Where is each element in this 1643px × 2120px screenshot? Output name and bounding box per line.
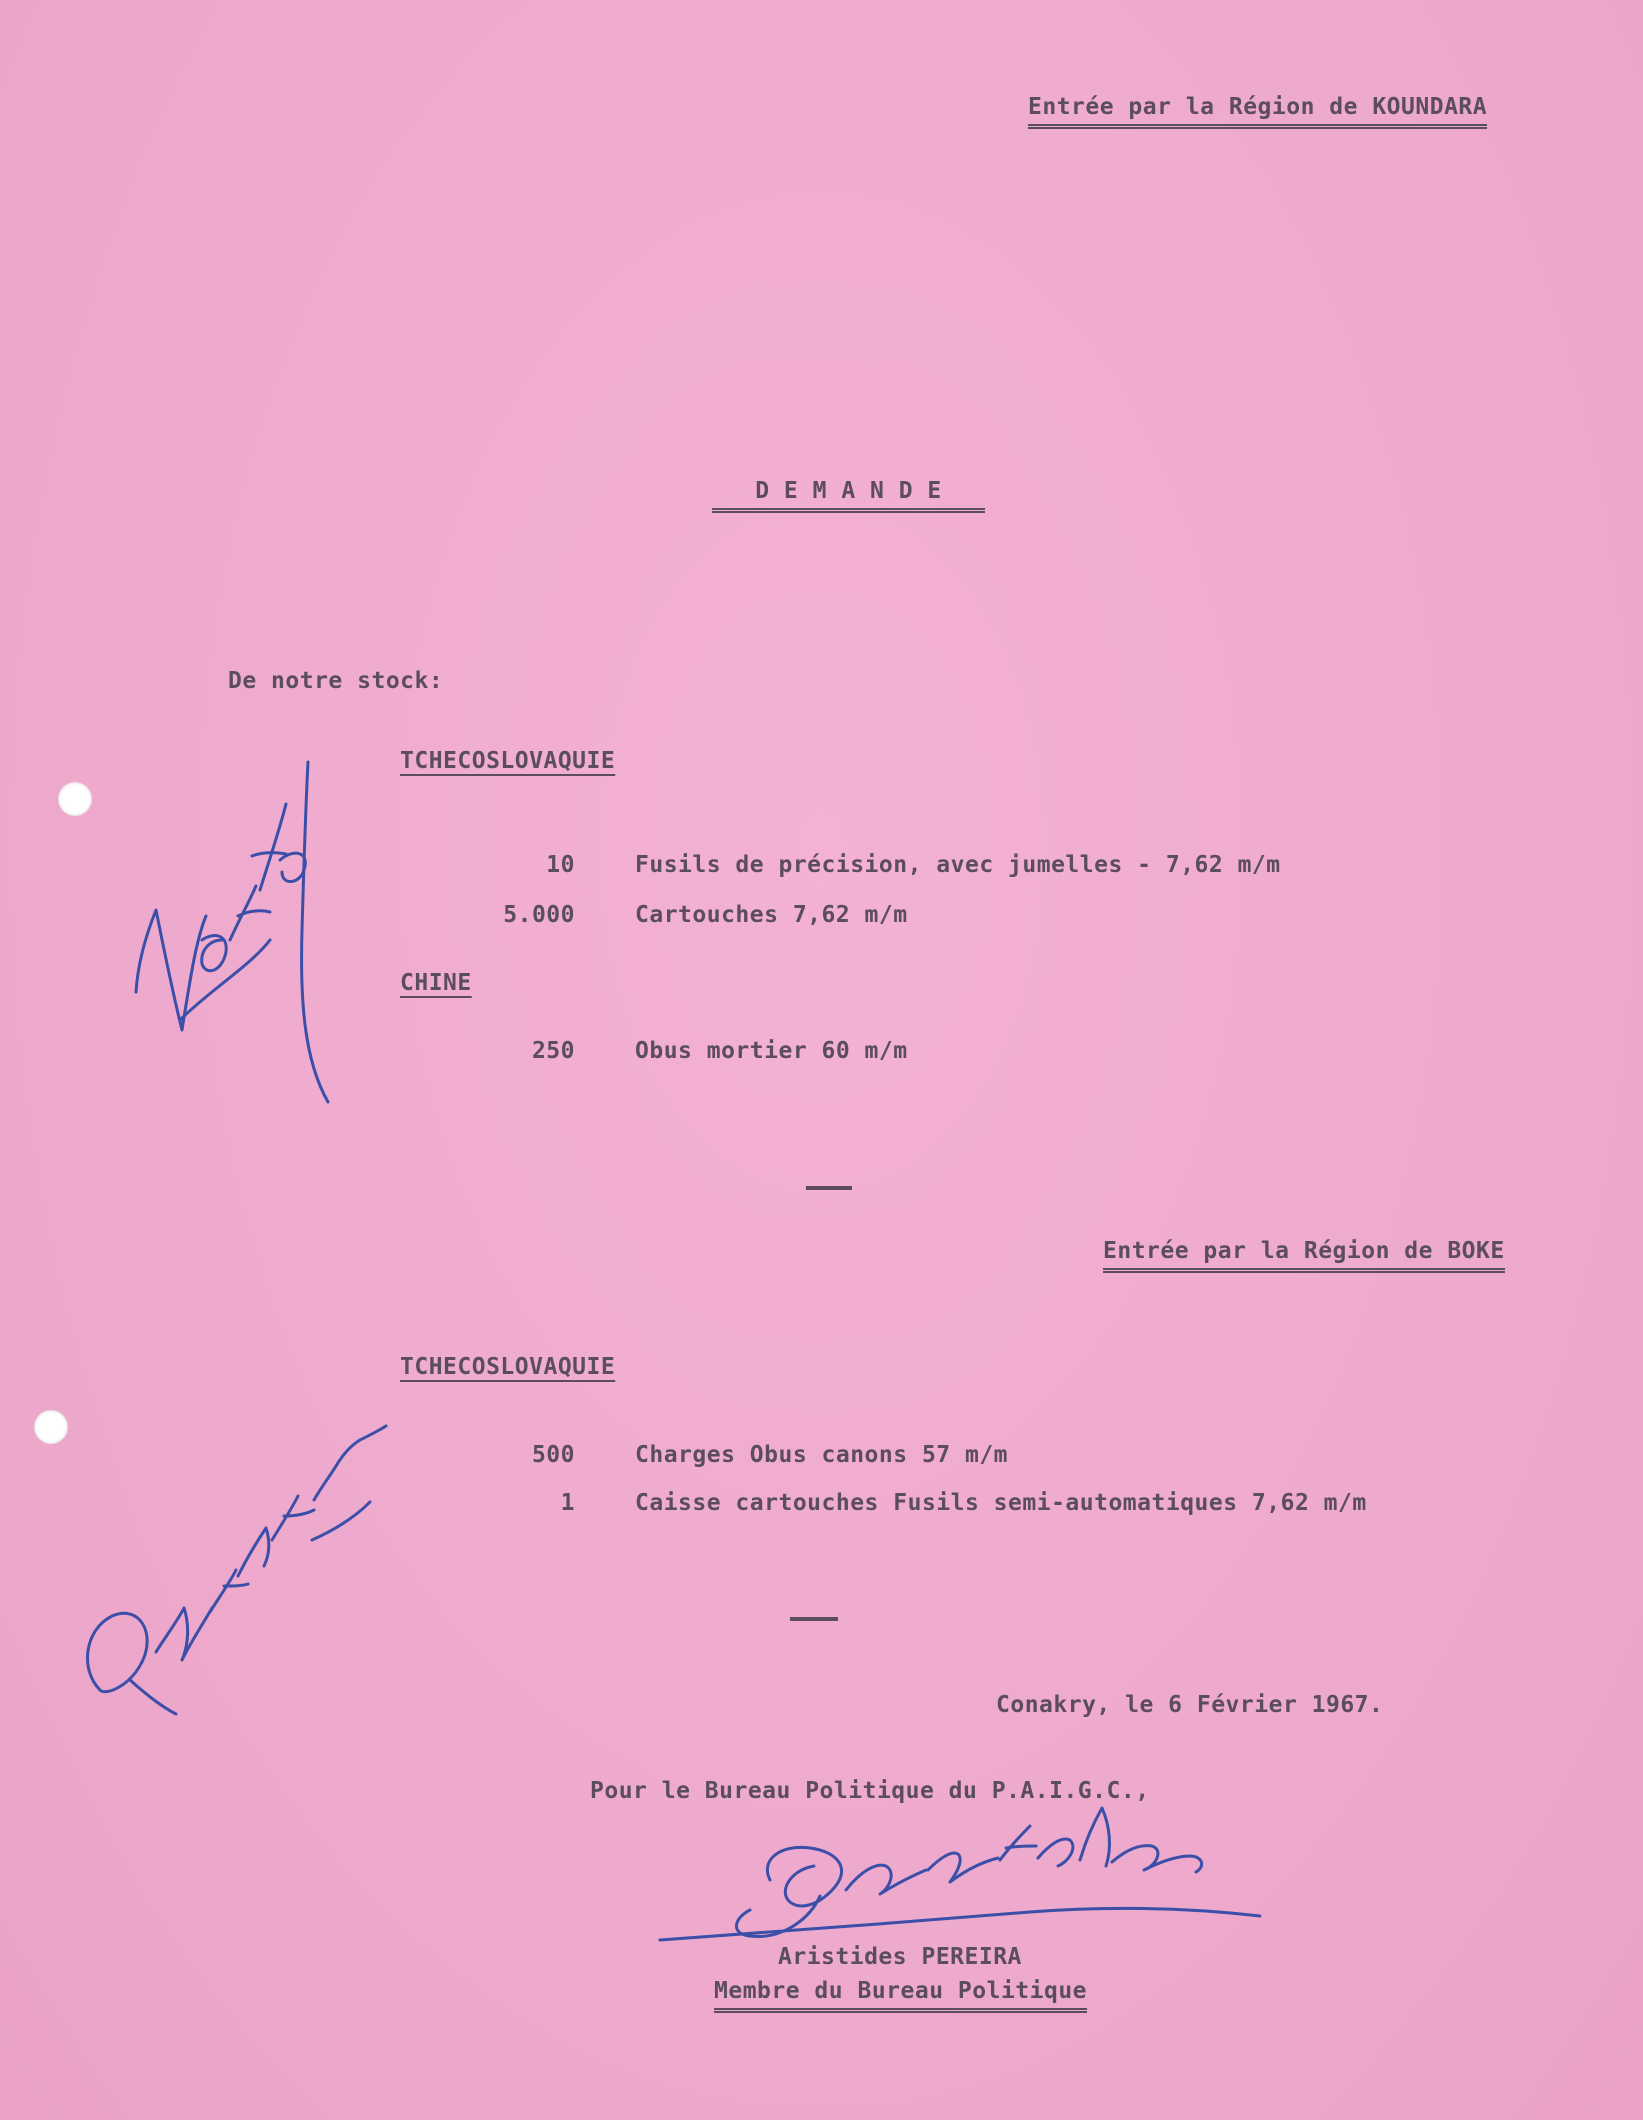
item-desc: Fusils de précision, avec jumelles - 7,62 m/m: [635, 852, 1281, 878]
item-qty: 500: [531, 1442, 575, 1468]
item-qty: 10: [546, 852, 575, 878]
punch-hole-top: [58, 782, 92, 816]
separator-rule-2: [790, 1617, 838, 1621]
document-title: D E M A N D E: [712, 478, 985, 513]
section2-country: TCHECOSLOVAQUIE: [400, 1354, 616, 1380]
item-desc: Cartouches 7,62 m/m: [635, 902, 908, 928]
item-desc: Obus mortier 60 m/m: [635, 1038, 908, 1064]
item-qty: 1: [560, 1490, 575, 1516]
handwritten-signature: [650, 1800, 1270, 1970]
section1-country-2: CHINE: [400, 970, 472, 996]
section1-country-1: TCHECOSLOVAQUIE: [400, 748, 616, 774]
item-desc: Charges Obus canons 57 m/m: [635, 1442, 1009, 1468]
header-koundara: Entrée par la Région de KOUNDARA: [1028, 94, 1487, 129]
signoff-line: Pour le Bureau Politique du P.A.I.G.C.,: [590, 1778, 1150, 1804]
handwritten-note-norte: [110, 740, 350, 1120]
item-qty: 250: [531, 1038, 575, 1064]
separator-rule-1: [806, 1186, 852, 1190]
intro-line: De notre stock:: [228, 668, 444, 694]
handwritten-note-quitafine: [60, 1390, 390, 1730]
item-qty: 5.000: [503, 902, 575, 928]
signer-title: Membre du Bureau Politique: [714, 1978, 1087, 2013]
header-boke: Entrée par la Région de BOKE: [1103, 1238, 1505, 1273]
place-date: Conakry, le 6 Février 1967.: [996, 1692, 1384, 1718]
item-desc: Caisse cartouches Fusils semi-automatiques 7,62 m/m: [635, 1490, 1367, 1516]
signer-name: Aristides PEREIRA: [778, 1944, 1022, 1970]
